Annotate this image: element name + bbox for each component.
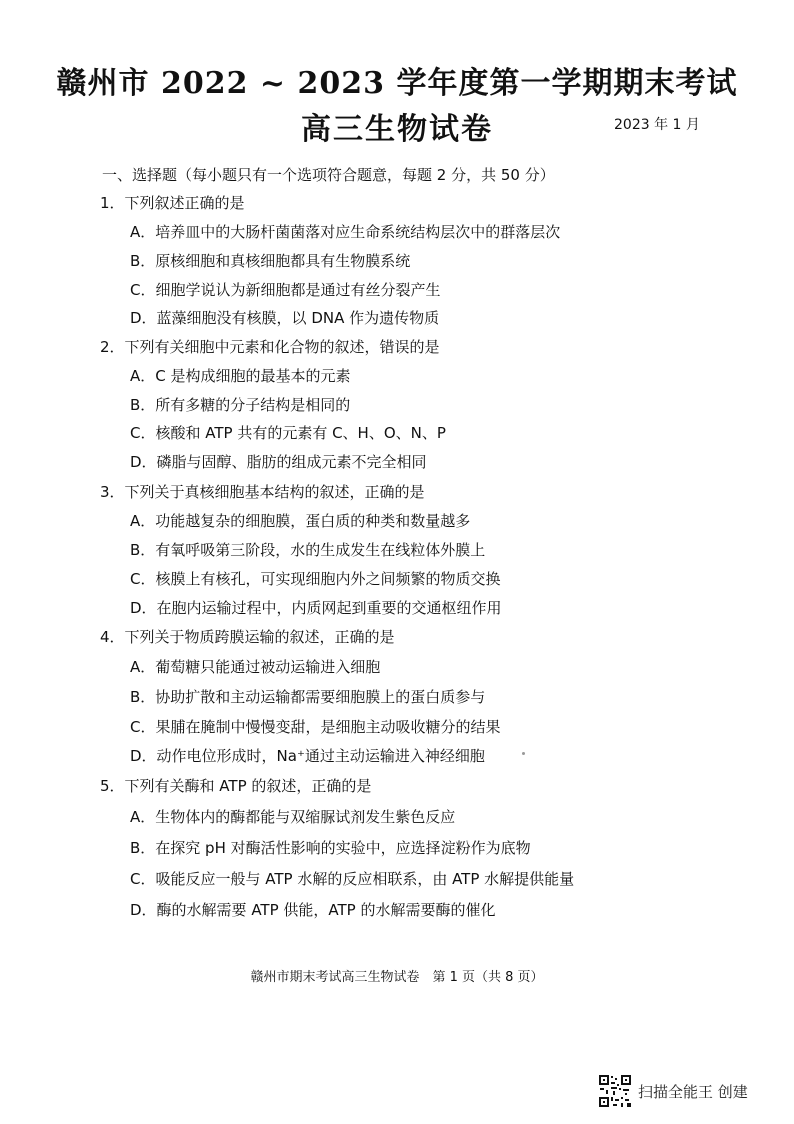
scan-speck: [522, 752, 525, 755]
question-2-option-a: A．C 是构成细胞的最基本的元素: [130, 367, 351, 385]
question-1-stem: 1．下列叙述正确的是: [100, 194, 245, 212]
question-4-option-d: D．动作电位形成时，Na⁺通过主动运输进入神经细胞: [130, 747, 485, 765]
question-4-stem: 4．下列关于物质跨膜运输的叙述，正确的是: [100, 628, 395, 646]
question-5-option-b: B．在探究 pH 对酶活性影响的实验中，应选择淀粉作为底物: [130, 839, 531, 857]
scanner-label: 扫描全能王 创建: [638, 1082, 748, 1101]
question-1-option-a: A．培养皿中的大肠杆菌菌落对应生命系统结构层次中的群落层次: [130, 223, 561, 241]
question-1-option-d: D．蓝藻细胞没有核膜，以 DNA 作为遗传物质: [130, 309, 440, 327]
question-5-stem: 5．下列有关酶和 ATP 的叙述，正确的是: [100, 777, 372, 795]
qr-code-icon: [598, 1074, 632, 1108]
question-2-option-c: C．核酸和 ATP 共有的元素有 C、H、O、N、P: [130, 424, 446, 442]
section-heading: 一、选择题（每小题只有一个选项符合题意，每题 2 分，共 50 分）: [102, 166, 555, 184]
exam-title-line2: 高三生物试卷: [301, 112, 493, 147]
page-footer: 赣州市期末考试高三生物试卷 第 1 页（共 8 页）: [250, 970, 544, 985]
question-2-option-d: D．磷脂与固醇、脂肪的组成元素不完全相同: [130, 453, 427, 471]
question-4-option-b: B．协助扩散和主动运输都需要细胞膜上的蛋白质参与: [130, 688, 486, 706]
question-1-option-b: B．原核细胞和真核细胞都具有生物膜系统: [130, 252, 411, 270]
exam-title-line1: 赣州市 2022 ~ 2023 学年度第一学期期末考试: [56, 66, 738, 101]
scanner-watermark: [598, 1074, 748, 1108]
question-4-option-c: C．果脯在腌制中慢慢变甜，是细胞主动吸收糖分的结果: [130, 718, 501, 736]
question-5-option-c: C．吸能反应一般与 ATP 水解的反应相联系，由 ATP 水解提供能量: [130, 870, 575, 888]
question-5-option-a: A．生物体内的酶都能与双缩脲试剂发生紫色反应: [130, 808, 456, 826]
question-3-stem: 3．下列关于真核细胞基本结构的叙述，正确的是: [100, 483, 425, 501]
question-3-option-b: B．有氧呼吸第三阶段，水的生成发生在线粒体外膜上: [130, 541, 486, 559]
question-3-option-d: D．在胞内运输过程中，内质网起到重要的交通枢纽作用: [130, 599, 502, 617]
question-3-option-c: C．核膜上有核孔，可实现细胞内外之间频繁的物质交换: [130, 570, 501, 588]
question-2-stem: 2．下列有关细胞中元素和化合物的叙述，错误的是: [100, 338, 440, 356]
question-1-option-c: C．细胞学说认为新细胞都是通过有丝分裂产生: [130, 281, 441, 299]
exam-date: 2023 年 1 月: [614, 117, 700, 133]
question-2-option-b: B．所有多糖的分子结构是相同的: [130, 396, 351, 414]
question-4-option-a: A．葡萄糖只能通过被动运输进入细胞: [130, 658, 381, 676]
question-5-option-d: D．酶的水解需要 ATP 供能，ATP 的水解需要酶的催化: [130, 901, 496, 919]
question-3-option-a: A．功能越复杂的细胞膜，蛋白质的种类和数量越多: [130, 512, 471, 530]
